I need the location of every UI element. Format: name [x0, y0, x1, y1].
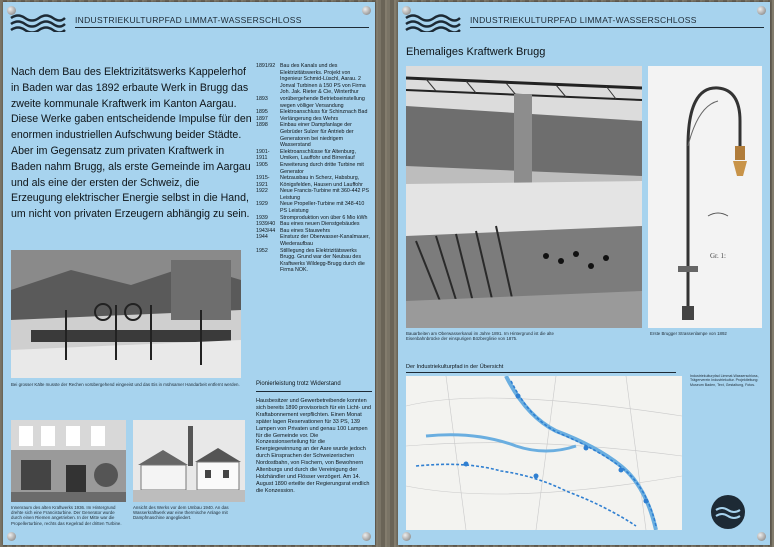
timeline-entry — [256, 228, 372, 235]
timeline-text: Einsturz der Oberwasser-Kanalmauer, Wiederaufbau — [280, 234, 370, 248]
map-rule — [406, 372, 676, 373]
header-rule — [470, 27, 764, 28]
timeline-text: Einbau einer Dampfanlage der Gebrüder Sulzer für Antrieb der Generatoren bei niedrigem Wasserstand — [280, 122, 354, 149]
timeline-text: Netzausbau in Scherz, Habsburg, Königsfelden, Hausen und Lauffohr — [280, 175, 363, 188]
timeline-year: 1915-1921 — [256, 175, 270, 188]
timeline-text: Verlängerung des Wehrs — [280, 115, 339, 122]
map-heading: Der Industriekulturpfad in der Übersicht — [406, 364, 504, 370]
timeline-year: 1898 — [256, 122, 268, 129]
caption-interior: Innenraum des alten Kraftwerks 1936. Im Hintergrund drehte sich eine Francisturbine. Der Generator wurde durch einen Riemen angetrieben. In der Mitte war die Propellerturbine, rechts das Kegelrad der dritten Turbine. — [11, 505, 122, 526]
wave-logo-icon — [9, 12, 67, 32]
caption-building: Ansicht des Werks vor dem Umbau 1940. An das Wasserkraftwerk war eine thermische Anlage mit Dampfmaschine angegliedert. — [133, 505, 229, 521]
caption-street-lamp: Erste Brugger Strassenlampe von 1892 — [650, 331, 727, 336]
timeline-year: 1922 — [256, 188, 268, 195]
timeline-entry — [256, 109, 372, 116]
page-title: Ehemaliges Kraftwerk Brugg — [406, 46, 546, 58]
photo-bridge-construction — [406, 66, 642, 328]
timeline-text: Elektroanschlüsse für Altenburg, Umiken, Lauffohr und Birrenlauf — [280, 148, 356, 162]
screw-icon — [402, 532, 411, 541]
header-title: INDUSTRIEKULTURPFAD LIMMAT-WASSERSCHLOSS — [470, 15, 697, 25]
timeline-year: 1939/40 — [256, 221, 276, 228]
timeline-text: Bau eines neuen Dienstgebäudes — [280, 221, 360, 228]
map-side-text: Industriekulturpfad Limmat-Wasserschloss, Trägerverein Industriekultur. Projektleitung: Museum Baden, Text, Gestaltung, Fotos. — [690, 374, 759, 387]
timeline-text: Bau eines Stauwehrs — [280, 227, 331, 234]
timeline-year: 1891/92 — [256, 63, 276, 69]
screw-icon — [362, 532, 371, 541]
panel-header — [404, 12, 764, 32]
timeline-entry — [256, 162, 372, 175]
timeline-entry — [256, 149, 372, 162]
timeline-entry — [256, 175, 372, 188]
photo-interior — [11, 420, 126, 502]
overview-map — [406, 376, 682, 530]
timeline-text: Neue Francis-Turbine mit 360-442 PS Leistung — [280, 188, 370, 201]
panel-header — [9, 12, 369, 32]
timeline-year: 1901-1911 — [256, 148, 270, 162]
pioneer-rule — [256, 391, 372, 392]
timeline-entry — [256, 188, 372, 201]
svg-text:Gr. 1:: Gr. 1: — [710, 252, 726, 260]
timeline-entry — [256, 215, 372, 222]
timeline-entry — [256, 96, 372, 109]
timeline-entry — [256, 122, 372, 148]
caption-bridge: Bauarbeiten am Oberwasserkanal im Jahre 1891. Im Hintergrund ist die alte Eisenbahnbrücke der einspurigen Bözberglinie von 1875. — [406, 331, 554, 342]
timeline-year: 1929 — [256, 201, 268, 208]
timeline-year: 1895 — [256, 109, 268, 116]
timeline-year: 1939 — [256, 214, 268, 221]
timeline-entry — [256, 221, 372, 228]
wave-logo-icon — [404, 12, 462, 32]
timeline-text: vorübergehende Betriebseinstellung wegen völliger Versandung — [280, 95, 365, 109]
timeline-text: Neue Propeller-Turbine mit 348-410 PS Leistung — [280, 201, 365, 215]
right-info-panel — [398, 2, 770, 545]
timeline-year: 1944 — [256, 234, 268, 241]
timeline-year: 1893 — [256, 95, 268, 102]
timeline-year: 1952 — [256, 247, 268, 254]
timeline-year: 1905 — [256, 161, 268, 168]
timeline-entry — [256, 234, 372, 247]
timeline-text: Erweiterung durch dritte Turbine mit Generator — [280, 161, 364, 175]
timeline-entry — [256, 63, 372, 96]
timeline-year: 1897 — [256, 115, 268, 122]
timeline-text: Elektroanschluss für Schinznach Bad — [280, 109, 368, 116]
timeline-list — [256, 63, 372, 274]
timeline-text: Stilllegung des Elektrizitätswerks Brugg. Grund war der Neubau des Kraftwerks Wildegg-Brugg durch die Firma NOK. — [280, 247, 365, 274]
pioneer-text: Hausbesitzer und Gewerbetreibende konnten sich bereits 1890 provisorisch für ein Licht- und Kraftabonnement verpflichten. Einen Monat später lagen Reservationen für 33 PS, 139 Lampen von Privaten und genau 100 Lampen für die Gemeinde vor. Die Konzessionserteilung für die Energiegewinnung an der Aare wurde jedoch durch Einsprachen der Schweizerischen Nordostbahn, von Fischern, von Bewohnern Altenburgs und durch die Vereinigung der Holzhändler und Flösser verzögert. Am 14. August 1890 erteilte der Regierungsrat endlich die Konzession. — [256, 398, 371, 494]
timeline-text: Stromproduktion von über 6 Mio kWh — [280, 214, 368, 221]
caption-ice-rake: Bei grosser Kälte musste der Rechen vorübergehend eingeeist und das Eis in mühsamer Handarbeit entfernt werden. — [11, 382, 240, 387]
intro-paragraph: Nach dem Bau des Elektrizitätswerks Kappelerhof in Baden war das 1892 erbaute Werk in Brugg das zweite kommunale Kraftwerk im Kanton Aargau. Diese Werke gaben entscheidende Impulse für den enormen industriellen Aufschwung beider Städte. Aber im Gegensatz zum privaten Kraftwerk in Baden nahm Brugg, als erste Gemeinde im Aargau und als eine der ersten der Schweiz, die Erzeugung elektrischer Energie selbst in die Hand, um nicht von privaten Erzeugern abhängig zu sein. — [11, 66, 252, 221]
timeline-entry — [256, 201, 372, 214]
header-title: INDUSTRIEKULTURPFAD LIMMAT-WASSERSCHLOSS — [75, 15, 302, 25]
photo-ice-rake — [11, 250, 241, 378]
header-rule — [75, 27, 369, 28]
screw-icon — [757, 532, 766, 541]
left-info-panel — [3, 2, 375, 545]
timeline-entry — [256, 116, 372, 123]
timeline-entry — [256, 248, 372, 274]
pioneer-heading: Pionierleistung trotz Widerstand — [256, 381, 341, 387]
drawing-street-lamp — [648, 66, 762, 328]
badge-logo-icon — [708, 492, 748, 532]
timeline-year: 1943/44 — [256, 227, 276, 234]
timeline-text: Bau des Kanals und des Elektrizitätswerks. Projekt von Ingenieur Schmid-Lüschl, Aarau. 2 Jonval Turbinen à 150 PS von Firma Joh. Jak. Rieter & Cie, Winterthur — [280, 63, 366, 96]
screw-icon — [7, 532, 16, 541]
photo-building — [133, 420, 245, 502]
